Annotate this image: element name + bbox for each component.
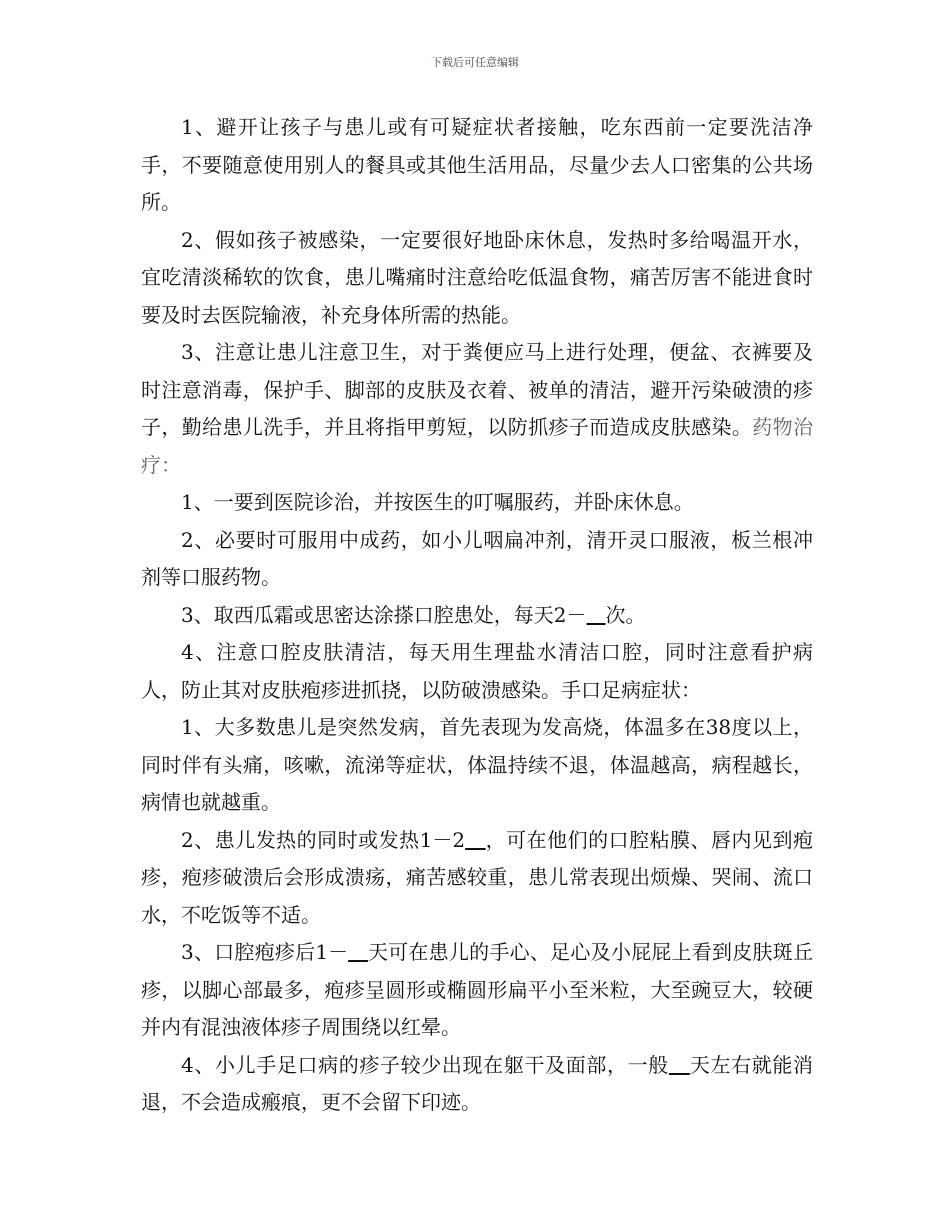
blank-line — [669, 1053, 690, 1077]
paragraph-text: 天可在患儿的手心、足心及小屁屁上看到皮肤斑丘疹，以脚心部最多，疱疹呈圆形或椭圆形扁平小至米粒，大至豌豆大，较硬并内有混浊液体疹子周围绕以红晕。 — [141, 940, 813, 1039]
paragraph-symptom-1: 1、大多数患儿是突然发病，首先表现为发高烧，体温多在38度以上，同时伴有头痛，咳嗽，流涕等症状，体温持续不退，体温越高，病程越长，病情也就越重。 — [141, 715, 813, 814]
document-body — [141, 109, 813, 1122]
section-heading-treatment: 药物治疗： — [141, 415, 813, 477]
paragraph-text: ，可在他们的口腔粘膜、唇内见到疱疹，疱疹破溃后会形成溃疡，痛苦感较重，患儿常表现出烦燥、哭闹、流口水，不吃饭等不适。 — [141, 827, 813, 927]
paragraph-symptom-2 — [141, 822, 813, 935]
paragraph-symptom-3 — [141, 934, 813, 1047]
paragraph-text: 次。 — [605, 602, 646, 627]
paragraph-text: 天左右就能消退，不会造成瘢痕，更不会留下印迹。 — [141, 1052, 813, 1114]
page-header: 下载后可任意编辑 — [431, 56, 519, 69]
paragraph-text: 4、小儿手足口病的疹子较少出现在躯干及面部，一般 — [181, 1052, 669, 1077]
paragraph-text: 3、口腔疱疹后1－ — [181, 940, 349, 964]
blank-line — [586, 603, 605, 627]
paragraph-treatment-1: 1、一要到医院诊治，并按医生的叮嘱服药，并卧床休息。 — [181, 490, 694, 514]
paragraph-prevention-3 — [141, 334, 813, 484]
blank-line — [465, 828, 486, 852]
paragraph-prevention-2: 2、假如孩子被感染，一定要很好地卧床休息，发热时多给喝温开水，宜吃清淡稀软的饮食，患儿嘴痛时注意给吃低温食物，痛苦厉害不能进食时要及时去医院输液，补充身体所需的热能。 — [141, 227, 813, 327]
paragraph-treatment-3 — [141, 597, 813, 635]
paragraph-text: 2、患儿发热的同时或发热1－2 — [181, 827, 466, 852]
paragraph-text: 3、注意让患儿注意卫生，对于粪便应马上进行处理，便盆、衣裤要及时注意消毒，保护手、脚部的皮肤及衣着、被单的清洁，避开污染破溃的疹子，勤给患儿洗手，并且将指甲剪短，以防抓疹子而造成皮肤感染。 — [141, 340, 813, 439]
paragraph-treatment-4: 4、注意口腔皮肤清洁，每天用生理盐水清洁口腔，同时注意看护病人，防止其对皮肤疱疹进抓挠，以防破溃感染。手口足病症状： — [141, 640, 813, 702]
paragraph-treatment-2: 2、必要时可服用中成药，如小儿咽扁冲剂，清开灵口服液，板兰根冲剂等口服药物。 — [141, 527, 813, 589]
paragraph-text: 3、取西瓜霜或思密达涂搽口腔患处，每天2－ — [181, 602, 587, 627]
blank-line — [348, 940, 368, 964]
paragraph-prevention-1: 1、避开让孩子与患儿或有可疑症状者接触，吃东西前一定要洗洁净手，不要随意使用别人的餐具或其他生活用品，尽量少去人口密集的公共场所。 — [141, 115, 813, 214]
paragraph-symptom-4 — [141, 1047, 813, 1122]
